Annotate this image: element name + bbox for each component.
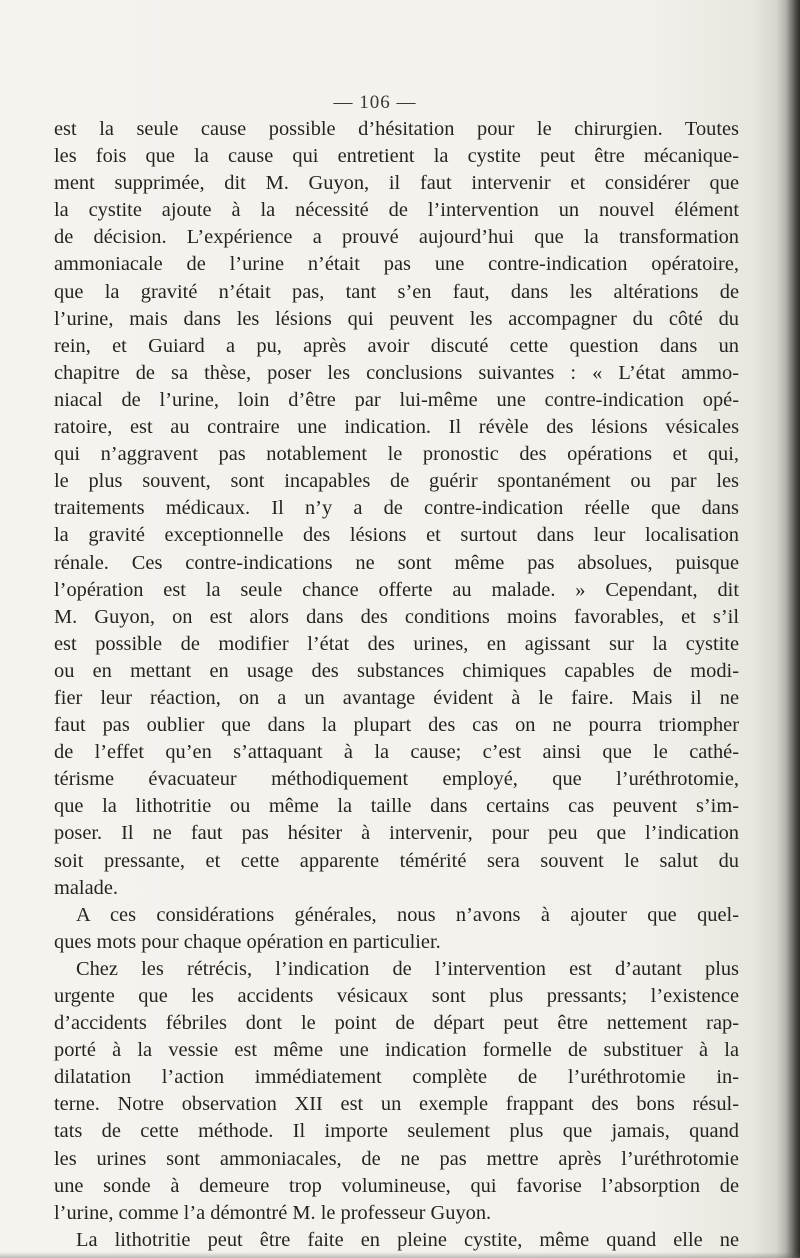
text-line: une sonde à demeure trop volumineuse, qui favorise l’absorption de [54, 1174, 739, 1197]
text-line: les fois que la cause qui entretient la cystite peut être mécanique- [54, 145, 739, 168]
text-line: la cystite ajoute à la nécessité de l’intervention un nouvel élément [54, 199, 739, 222]
text-line: soit pressante, et cette apparente témérité sera souvent le salut du [54, 849, 739, 872]
text-line: urgente que les accidents vésicaux sont plus pressants; l’existence [54, 985, 739, 1007]
text-line: est possible de modifier l’état des urines, en agissant sur la cystite [54, 632, 739, 655]
text-line: la gravité exceptionnelle des lésions et surtout dans leur localisation [54, 524, 739, 547]
text-line: ammoniacale de l’urine n’était pas une contre-indication opératoire, [54, 253, 739, 276]
page-number: — 106 — [333, 92, 417, 113]
text-line: ou en mettant en usage des substances chimiques capables de modi- [54, 659, 739, 682]
text-line: ratoire, est au contraire une indication. Il révèle des lésions vésicales [54, 416, 739, 439]
text-line: traitements médicaux. Il n’y a de contre-indication réelle que dans [54, 497, 739, 520]
text-line: dilatation l’action immédiatement complète de l’uréthrotomie in- [54, 1066, 739, 1089]
text-line: le plus souvent, sont incapables de guérir spontanément ou par les [54, 470, 739, 493]
text-line: porté à la vessie est même une indication formelle de substituer à la [54, 1039, 739, 1062]
text-line: d’accidents fébriles dont le point de départ peut être nettement rap- [54, 1012, 739, 1035]
text-line: malade. [54, 876, 118, 899]
text-line: poser. Il ne faut pas hésiter à intervenir, pour peu que l’indication [54, 822, 739, 845]
text-line: niacal de l’urine, loin d’être par lui-même une contre-indication opé- [54, 388, 739, 411]
text-line: que la lithotritie ou même la taille dans certains cas peuvent s’im- [54, 795, 739, 818]
text-line: les urines sont ammoniacales, de ne pas mettre après l’uréthrotomie [54, 1147, 739, 1170]
text-line: qui n’aggravent pas notablement le pronostic des opérations et qui, [54, 443, 739, 466]
body-text [54, 116, 739, 1254]
text-line: M. Guyon, on est alors dans des conditions moins favorables, et s’il [54, 605, 739, 628]
text-line: de l’effet qu’en s’attaquant à la cause; c’est ainsi que le cathé- [54, 741, 739, 764]
text-line: Chez les rétrécis, l’indication de l’intervention est d’autant plus [76, 957, 739, 980]
text-line: rénale. Ces contre-indications ne sont même pas absolues, puisque [54, 551, 739, 574]
text-line: rein, et Guiard a pu, après avoir discuté cette question dans un [54, 334, 739, 357]
text-line: A ces considérations générales, nous n’avons à ajouter que quel- [76, 903, 739, 926]
text-line: terne. Notre observation XII est un exemple frappant des bons résul- [54, 1093, 739, 1116]
text-line: l’urine, mais dans les lésions qui peuvent les accompagner du côté du [54, 307, 739, 330]
text-line: l’urine, comme l’a démontré M. le professeur Guyon. [54, 1201, 492, 1224]
text-line: l’opération est la seule chance offerte au malade. » Cependant, dit [54, 578, 739, 601]
text-line: faut pas oublier que dans la plupart des cas on ne pourra triompher [54, 714, 739, 737]
text-line: térisme évacuateur méthodiquement employé, que l’uréthrotomie, [54, 768, 739, 791]
text-line: fier leur réaction, on a un avantage évident à le faire. Mais il ne [54, 686, 739, 709]
text-line: La lithotritie peut être faite en pleine cystite, même quand elle ne [76, 1228, 739, 1251]
text-line: ques mots pour chaque opération en particulier. [54, 930, 441, 953]
page-bottom-edge [0, 1252, 800, 1258]
text-line: est la seule cause possible d’hésitation pour le chirurgien. Toutes [54, 118, 739, 140]
text-line: que la gravité n’était pas, tant s’en faut, dans les altérations de [54, 280, 739, 303]
text-line: ment supprimée, dit M. Guyon, il faut intervenir et considérer que [54, 172, 739, 195]
text-line: chapitre de sa thèse, poser les conclusions suivantes : « L’état ammo- [54, 361, 739, 384]
text-line: tats de cette méthode. Il importe seulement plus que jamais, quand [54, 1120, 739, 1143]
text-line: de décision. L’expérience a prouvé aujourd’hui que la transformation [54, 226, 739, 249]
page-binding-edge [786, 0, 800, 1258]
